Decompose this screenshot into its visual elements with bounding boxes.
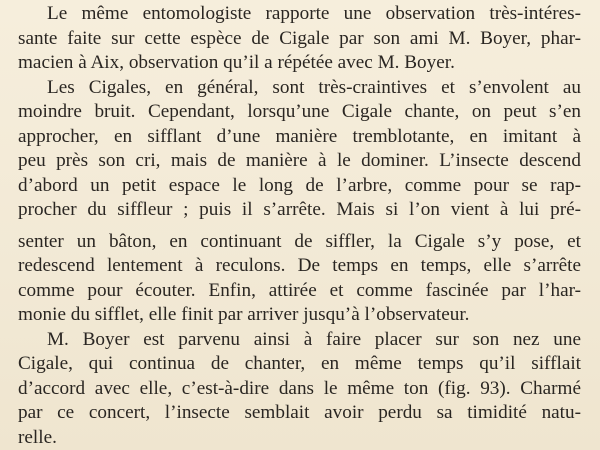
line-gap	[18, 223, 581, 230]
text-line: peu près son cri, mais de manière à le dominer. L’insecte descend	[18, 150, 581, 171]
text-line: moindre bruit. Cependant, lorsqu’une Cigale chante, on peut s’en	[18, 101, 581, 122]
text-line: procher du siffleur ; puis il s’arrête. Mais si l’on vient à lui pré-	[18, 199, 581, 220]
text-line: M. Boyer est parvenu ainsi à faire placer sur son nez une	[47, 328, 581, 350]
text-line: approcher, en sifflant d’une manière tremblotante, en imitant à	[18, 125, 581, 147]
text-line: d’abord un petit espace le long de l’arbre, comme pour se rap-	[18, 174, 581, 196]
text-line: Cigale, qui continua de chanter, en même temps qu’il sifflait	[18, 353, 581, 374]
text-line: Les Cigales, en général, sont très-craintives et s’envolent au	[47, 76, 581, 98]
text-line: d’accord avec elle, c’est-à-dire dans le même ton (fig. 93). Charmé	[18, 377, 581, 399]
body-text	[18, 2, 581, 450]
text-line: macien à Aix, observation qu’il a répétée avec M. Boyer.	[18, 52, 455, 73]
text-line: monie du sifflet, elle finit par arriver jusqu’à l’observateur.	[18, 304, 470, 325]
text-line: redescend lentement à reculons. De temps en temps, elle s’arrête	[18, 255, 581, 276]
text-line: sante faite sur cette espèce de Cigale par son ami M. Boyer, phar-	[18, 27, 581, 49]
text-line: relle.	[18, 426, 57, 448]
text-line: Le même entomologiste rapporte une observation très-intéres-	[47, 3, 581, 24]
text-line: par ce concert, l’insecte semblait avoir perdu sa timidité natu-	[18, 402, 581, 423]
text-line: senter un bâton, en continuant de siffler, la Cigale s’y pose, et	[18, 230, 581, 252]
text-line: comme pour écouter. Enfin, attirée et comme fascinée par l’har-	[18, 279, 581, 301]
